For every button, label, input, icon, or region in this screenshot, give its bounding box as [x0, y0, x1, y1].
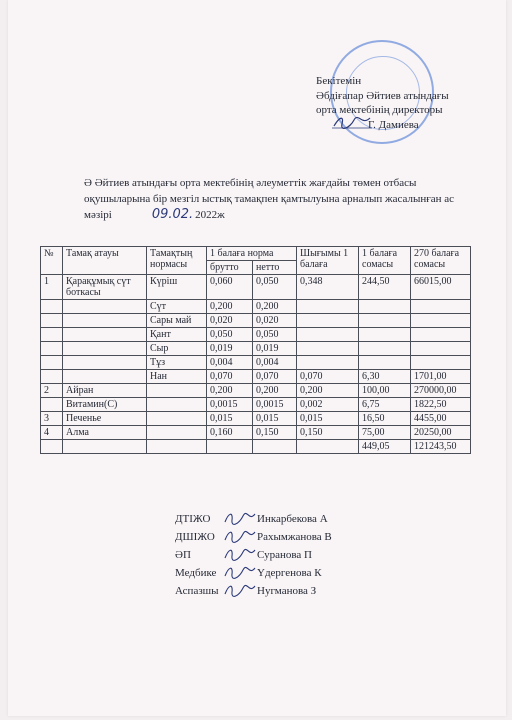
table-cell: 0,019: [207, 342, 253, 356]
document-title: [84, 176, 484, 224]
table-row: [41, 398, 471, 412]
table-row: [41, 314, 471, 328]
table-cell: 20250,00: [411, 426, 471, 440]
table-cell: [359, 342, 411, 356]
approval-line-1: Бекітемін: [316, 75, 362, 87]
table-cell: [147, 398, 207, 412]
table-cell: [147, 426, 207, 440]
signature-row: [175, 582, 332, 600]
table-row: [41, 426, 471, 440]
signature-row: [175, 546, 332, 564]
table-cell: 0,020: [207, 314, 253, 328]
table-cell: [359, 356, 411, 370]
table-cell: 0,015: [207, 412, 253, 426]
table-cell: 2: [41, 384, 63, 398]
table-cell: 449,05: [359, 440, 411, 454]
table-cell: Сүт: [147, 300, 207, 314]
table-cell: [297, 314, 359, 328]
table-cell: 0,200: [207, 384, 253, 398]
table-cell: [63, 328, 147, 342]
table-cell: Тұз: [147, 356, 207, 370]
table-cell: 0,160: [207, 426, 253, 440]
table-cell: 0,150: [253, 426, 297, 440]
table-cell: Сыр: [147, 342, 207, 356]
table-cell: 1701,00: [411, 370, 471, 384]
header-expense: Шығымы 1 балаға: [297, 247, 359, 275]
table-cell: 16,50: [359, 412, 411, 426]
table-cell: [41, 300, 63, 314]
table-cell: 66015,00: [411, 275, 471, 300]
handwritten-signature: [223, 582, 257, 598]
signature-name: Инкарбекова А: [257, 513, 328, 525]
approval-line-3: орта мектебінің директоры: [316, 104, 443, 116]
table-cell: 0,070: [297, 370, 359, 384]
table-cell: 0,0015: [207, 398, 253, 412]
table-cell: 0,200: [207, 300, 253, 314]
table-cell: [63, 356, 147, 370]
table-cell: [297, 440, 359, 454]
signature-row: [175, 564, 332, 582]
approval-line-4: Г. Дамиева: [368, 118, 419, 131]
handwritten-signature: [223, 510, 257, 526]
menu-table: [40, 246, 471, 454]
table-cell: Алма: [63, 426, 147, 440]
handwritten-date: 09.02.: [151, 207, 194, 222]
table-cell: 0,060: [207, 275, 253, 300]
table-cell: [41, 440, 63, 454]
table-cell: 6,75: [359, 398, 411, 412]
table-cell: 0,015: [297, 412, 359, 426]
header-norm: Тамақтың нормасы: [147, 247, 207, 275]
table-cell: [359, 314, 411, 328]
table-cell: [253, 440, 297, 454]
table-cell: Сары май: [147, 314, 207, 328]
table-cell: 3: [41, 412, 63, 426]
header-num: №: [41, 247, 63, 275]
signature-row: [175, 528, 332, 546]
table-cell: 100,00: [359, 384, 411, 398]
table-cell: Витамин(С): [63, 398, 147, 412]
table-cell: 0,004: [253, 356, 297, 370]
header-per-child-sum: 1 балаға сомасы: [359, 247, 411, 275]
signature-name: Нугманова З: [257, 585, 317, 597]
title-line-1: Ә Әйтиев атындағы орта мектебінің әлеуметтік жағдайы төмен отбасы: [84, 177, 417, 189]
table-row: [41, 440, 471, 454]
table-cell: 6,30: [359, 370, 411, 384]
signature-role: ДШІЖО: [175, 531, 215, 543]
title-line-2: оқушыларына бір мезгіл ыстық тамақпен қамтылуына арналып жасалынған ас: [84, 192, 455, 205]
table-cell: 270000,00: [411, 384, 471, 398]
table-cell: 0,015: [253, 412, 297, 426]
table-cell: Қант: [147, 328, 207, 342]
table-cell: [41, 342, 63, 356]
handwritten-signature: [223, 564, 257, 580]
table-cell: [297, 356, 359, 370]
table-cell: [359, 328, 411, 342]
table-cell: 0,002: [297, 398, 359, 412]
approval-line-2: Әбдіғапар Әйтиев атындағы: [316, 89, 449, 102]
table-cell: [63, 314, 147, 328]
table-cell: 0,200: [297, 384, 359, 398]
table-cell: Қарақұмық сүт боткасы: [63, 275, 147, 300]
table-cell: [207, 440, 253, 454]
table-cell: 244,50: [359, 275, 411, 300]
table-row: [41, 356, 471, 370]
table-cell: 1822,50: [411, 398, 471, 412]
director-signature: [332, 112, 372, 132]
table-row: [41, 328, 471, 342]
table-cell: [297, 300, 359, 314]
signature-name: Суранова П: [257, 549, 312, 561]
table-row: [41, 275, 471, 300]
table-cell: 1: [41, 275, 63, 300]
table-cell: 0,200: [253, 384, 297, 398]
signature-row: [175, 510, 332, 528]
table-row: [41, 342, 471, 356]
table-row: [41, 300, 471, 314]
table-cell: [147, 384, 207, 398]
table-cell: 0,020: [253, 314, 297, 328]
table-cell: [411, 328, 471, 342]
header-dish: Тамақ атауы: [63, 247, 147, 275]
table-cell: Нан: [147, 370, 207, 384]
table-cell: 0,019: [253, 342, 297, 356]
header-total-sum: 270 балаға сомасы: [411, 247, 471, 275]
signature-name: Рахымжанова В: [257, 531, 332, 543]
table-cell: [359, 300, 411, 314]
table-cell: 0,070: [253, 370, 297, 384]
table-row: [41, 370, 471, 384]
title-line-3: мәзірі: [84, 209, 112, 221]
table-cell: 0,050: [253, 275, 297, 300]
header-gross: брутто: [207, 261, 253, 275]
table-cell: Айран: [63, 384, 147, 398]
table-cell: [63, 440, 147, 454]
table-cell: 0,070: [207, 370, 253, 384]
table-cell: [297, 342, 359, 356]
header-net: нетто: [253, 261, 297, 275]
table-cell: [297, 328, 359, 342]
header-per-child-norm: 1 балаға норма: [207, 247, 297, 261]
table-row: [41, 412, 471, 426]
signature-role: Аспазшы: [175, 585, 219, 597]
table-cell: [41, 356, 63, 370]
table-cell: [41, 398, 63, 412]
table-row: [41, 384, 471, 398]
table-cell: 0,348: [297, 275, 359, 300]
table-cell: [63, 342, 147, 356]
table-cell: [41, 328, 63, 342]
handwritten-signature: [223, 528, 257, 544]
table-cell: [63, 300, 147, 314]
signature-role: ӘП: [175, 549, 191, 561]
table-cell: [411, 342, 471, 356]
table-cell: 0,200: [253, 300, 297, 314]
table-cell: 4: [41, 426, 63, 440]
table-cell: 0,150: [297, 426, 359, 440]
table-cell: 0,004: [207, 356, 253, 370]
signature-name: Үдергенова К: [257, 567, 322, 579]
table-cell: [411, 314, 471, 328]
table-cell: 4455,00: [411, 412, 471, 426]
table-cell: 0,0015: [253, 398, 297, 412]
table-cell: [41, 314, 63, 328]
table-cell: [63, 370, 147, 384]
table-cell: [41, 370, 63, 384]
table-cell: Күріш: [147, 275, 207, 300]
table-cell: 0,050: [253, 328, 297, 342]
signature-role: Медбике: [175, 567, 217, 579]
signatures-block: [175, 510, 332, 600]
table-cell: Печенье: [63, 412, 147, 426]
title-year: 2022ж: [195, 209, 225, 221]
handwritten-signature: [223, 546, 257, 562]
table-cell: [411, 356, 471, 370]
table-cell: 75,00: [359, 426, 411, 440]
signature-role: ДТІЖО: [175, 513, 211, 525]
table-cell: [147, 412, 207, 426]
table-cell: 0,050: [207, 328, 253, 342]
table-cell: [147, 440, 207, 454]
table-cell: [411, 300, 471, 314]
table-cell: 121243,50: [411, 440, 471, 454]
